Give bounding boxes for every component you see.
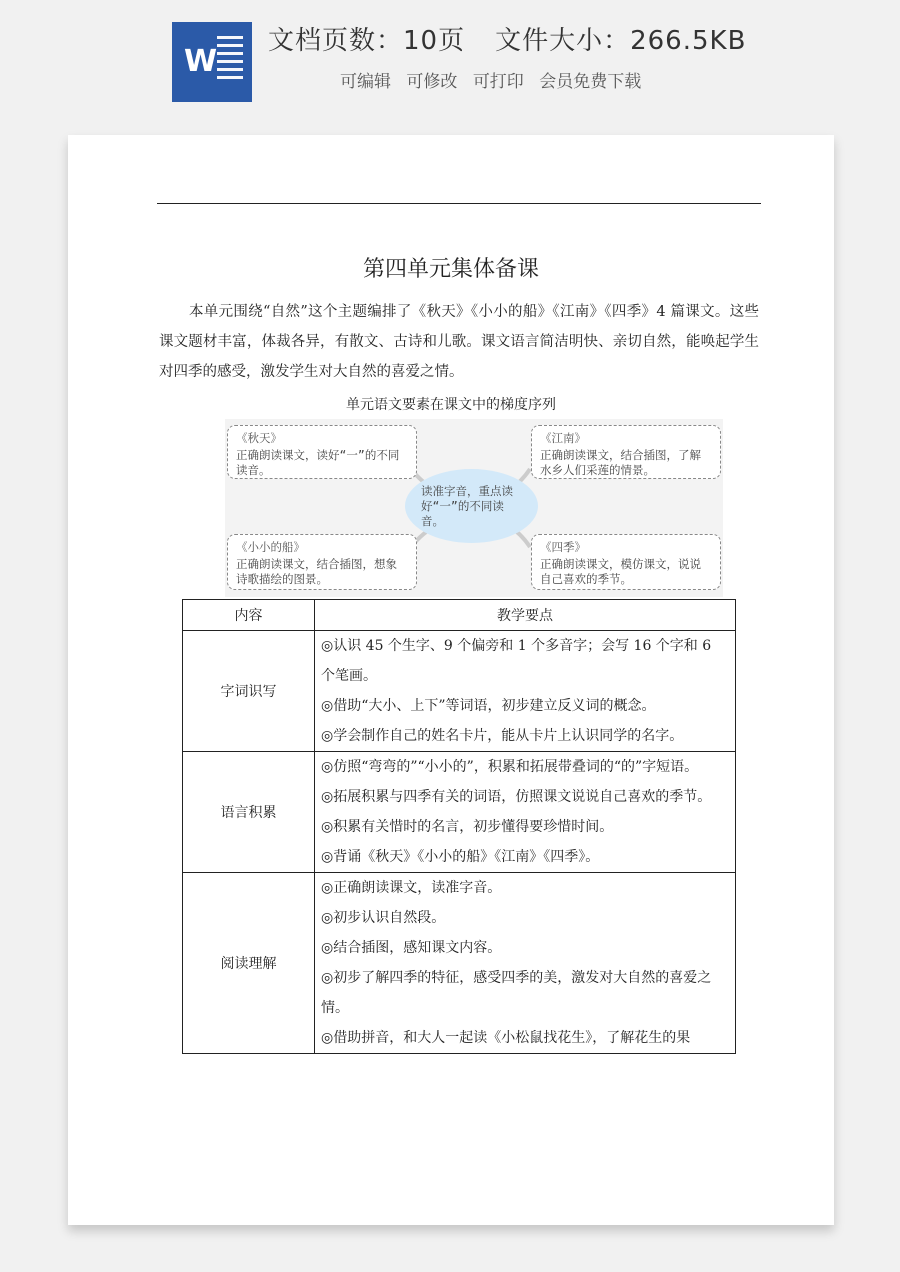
table-row <box>183 752 736 873</box>
header-rule <box>157 203 761 204</box>
point-item: ◎仿照“弯弯的”“小小的”，积累和拓展带叠词的“的”字短语。 <box>321 759 699 775</box>
intro-paragraph: 本单元围绕“自然”这个主题编排了《秋天》《小小的船》《江南》《四季》4 篇课文。这些课文题材丰富，体裁各异，有散文、古诗和儿歌。课文语言简洁明快、亲切自然，能唤起学生对四季的感受，激发学生对大自然的喜爱之情。 <box>159 304 759 380</box>
box-title: 《秋天》 <box>236 431 282 445</box>
center-node-text: 读准字音，重点读好“一”的不同读音。 <box>421 484 513 528</box>
table-header-row <box>183 600 736 631</box>
box-text: 正确朗读课文，读好“一”的不同读音。 <box>236 448 400 477</box>
point-item: ◎认识 45 个生字、9 个偏旁和 1 个多音字；会写 16 个字和 6 个笔画。 <box>321 638 712 684</box>
point-item: ◎初步认识自然段。 <box>321 910 446 926</box>
point-item: ◎积累有关惜时的名言，初步懂得要珍惜时间。 <box>321 819 614 835</box>
box-jiangnan <box>531 425 721 479</box>
box-title: 《四季》 <box>540 540 586 554</box>
feature-printable: 可打印 <box>472 72 524 92</box>
box-text: 正确朗读课文，结合插图，想象诗歌描绘的图景。 <box>236 557 397 586</box>
row-points <box>315 752 736 873</box>
box-siji <box>531 534 721 590</box>
feature-member-download: 会员免费下载 <box>539 72 642 92</box>
row-points <box>315 631 736 752</box>
point-item: ◎借助拼音，和大人一起读《小松鼠找花生》，了解花生的果 <box>321 1030 691 1046</box>
box-title: 《江南》 <box>540 431 586 445</box>
document-page <box>68 135 834 1225</box>
box-xiaoxiaodechuan <box>227 534 417 590</box>
header-content: 内容 <box>183 600 315 631</box>
file-info-title <box>268 20 746 57</box>
feature-editable: 可编辑 <box>340 72 391 92</box>
feature-modifiable: 可修改 <box>406 72 458 92</box>
box-title: 《小小的船》 <box>236 540 305 554</box>
feature-list <box>340 67 651 92</box>
box-text: 正确朗读课文，模仿课文，说说自己喜欢的季节。 <box>540 557 701 586</box>
row-category: 字词识写 <box>183 631 315 752</box>
teaching-points-table <box>182 599 736 1054</box>
point-item: ◎学会制作自己的姓名卡片，能从卡片上认识同学的名字。 <box>321 728 684 744</box>
point-item: ◎借助“大小、上下”等词语，初步建立反义词的概念。 <box>321 698 656 714</box>
page-count-label: 文档页数：10页 <box>268 26 466 56</box>
word-icon-lines <box>217 36 243 84</box>
row-points <box>315 873 736 1054</box>
row-category: 语言积累 <box>183 752 315 873</box>
box-qiutian <box>227 425 417 479</box>
table-row <box>183 631 736 752</box>
point-item: ◎正确朗读课文，读准字音。 <box>321 880 502 896</box>
header-banner <box>0 0 900 120</box>
point-item: ◎背诵《秋天》《小小的船》《江南》《四季》。 <box>321 849 600 865</box>
word-document-icon <box>172 22 252 102</box>
row-category: 阅读理解 <box>183 873 315 1054</box>
document-title: 第四单元集体备课 <box>362 257 539 282</box>
point-item: ◎结合插图，感知课文内容。 <box>321 940 502 956</box>
file-size-label: 文件大小：266.5KB <box>495 26 747 56</box>
box-text: 正确朗读课文，结合插图，了解水乡人们采莲的情景。 <box>540 448 701 477</box>
point-item: ◎拓展积累与四季有关的词语，仿照课文说说自己喜欢的季节。 <box>321 789 712 805</box>
word-icon-letter: W <box>184 44 218 79</box>
header-teaching-points: 教学要点 <box>315 600 736 631</box>
table-row <box>183 873 736 1054</box>
point-item: ◎初步了解四季的特征，感受四季的美，激发对大自然的喜爱之情。 <box>321 970 712 1016</box>
diagram-caption: 单元语文要素在课文中的梯度序列 <box>346 397 556 413</box>
mind-map-diagram <box>225 419 723 597</box>
